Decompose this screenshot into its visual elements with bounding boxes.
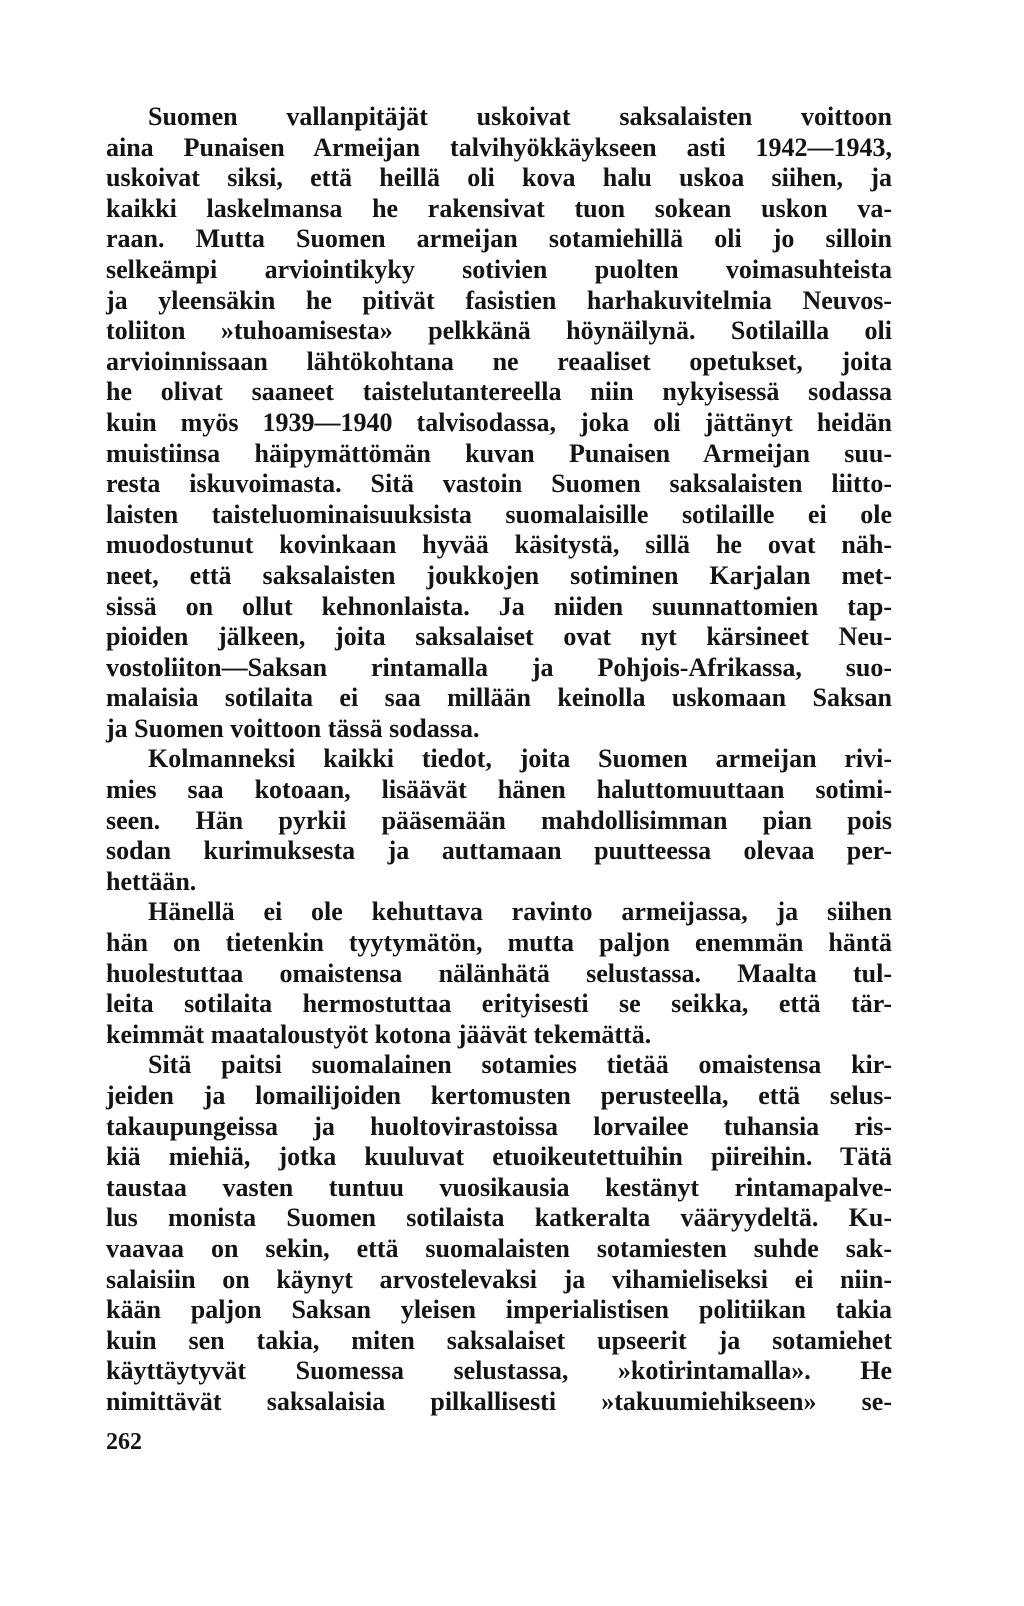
text-line: laisten taisteluominaisuuksista suomalaisille sotilaille ei ole <box>106 499 892 529</box>
text-line: resta iskuvoimasta. Sitä vastoin Suomen saksalaisten liitto- <box>106 469 892 499</box>
text-line: salaisiin on käynyt arvostelevaksi ja vihamieliseksi ei niin- <box>106 1264 892 1294</box>
text-line: kuin myös 1939—1940 talvisodassa, joka oli jättänyt heidän <box>106 407 892 437</box>
paragraph <box>106 744 892 897</box>
text-line: kuin sen takia, miten saksalaiset upseerit ja sotamiehet <box>106 1325 892 1355</box>
text-line: huolestuttaa omaistensa nälänhätä selustassa. Maalta tul- <box>106 958 892 988</box>
paragraph <box>106 1050 892 1417</box>
text-line: Hänellä ei ole kehuttava ravinto armeijassa, ja siihen <box>148 897 892 927</box>
text-line: lus monista Suomen sotilaista katkeralta vääryydeltä. Ku- <box>106 1203 892 1233</box>
text-line: vaavaa on sekin, että suomalaisten sotamiesten suhde sak- <box>106 1233 892 1263</box>
text-line: vostoliiton—Saksan rintamalla ja Pohjois-Afrikassa, suo- <box>106 652 892 682</box>
text-line: sodan kurimuksesta ja auttamaan puutteessa olevaa per- <box>106 836 892 866</box>
text-line: pioiden jälkeen, joita saksalaiset ovat nyt kärsineet Neu- <box>106 622 892 652</box>
text-line: arvioinnissaan lähtökohtana ne reaaliset opetukset, joita <box>106 346 892 376</box>
text-line: takaupungeissa ja huoltovirastoissa lorvailee tuhansia ris- <box>106 1111 892 1141</box>
text-line: kaikki laskelmansa he rakensivat tuon sokean uskon va- <box>106 193 892 223</box>
paragraph <box>106 897 892 1050</box>
text-line: Sitä paitsi suomalainen sotamies tietää omaistensa kir- <box>148 1050 892 1080</box>
text-line: taustaa vasten tuntuu vuosikausia kestänyt rintamapalve- <box>106 1172 892 1202</box>
text-line: leita sotilaita hermostuttaa erityisesti se seikka, että tär- <box>106 989 892 1019</box>
text-line: raan. Mutta Suomen armeijan sotamiehillä oli jo silloin <box>106 224 892 254</box>
text-line: mies saa kotoaan, lisäävät hänen haluttomuuttaan sotimi- <box>106 775 892 805</box>
paragraph <box>106 102 892 744</box>
text-line: jeiden ja lomailijoiden kertomusten perusteella, että selus- <box>106 1081 892 1110</box>
text-line: neet, että saksalaisten joukkojen sotiminen Karjalan met- <box>106 560 892 590</box>
text-line: muistiinsa häipymättömän kuvan Punaisen Armeijan suu- <box>106 438 892 468</box>
text-line: ja yleensäkin he pitivät fasistien harhakuvitelmia Neuvos- <box>106 285 892 315</box>
text-line: sissä on ollut kehnonlaista. Ja niiden suunnattomien tap- <box>106 591 892 621</box>
text-line: uskoivat siksi, että heillä oli kova halu uskoa siihen, ja <box>106 163 892 193</box>
text-line: selkeämpi arviointikyky sotivien puolten voimasuhteista <box>106 254 892 284</box>
text-line: Suomen vallanpitäjät uskoivat saksalaisten voittoon <box>148 102 892 131</box>
text-line: seen. Hän pyrkii pääsemään mahdollisimman pian pois <box>106 805 892 835</box>
text-line: he olivat saaneet taistelutantereella niin nykyisessä sodassa <box>106 377 892 407</box>
text-line: malaisia sotilaita ei saa millään keinolla uskomaan Saksan <box>106 683 892 713</box>
text-line: aina Punaisen Armeijan talvihyökkäykseen asti 1942—1943, <box>106 132 892 162</box>
text-line: hän on tietenkin tyytymätön, mutta paljon enemmän häntä <box>106 928 892 958</box>
page-number: 262 <box>106 1429 142 1455</box>
text-line: toliiton »tuhoamisesta» pelkkänä höynäilynä. Sotilailla oli <box>106 316 892 346</box>
text-line: nimittävät saksalaisia pilkallisesti »takuumiehikseen» se- <box>106 1386 892 1416</box>
text-line: kiä miehiä, jotka kuuluvat etuoikeutettuihin piireihin. Tätä <box>106 1142 892 1172</box>
text-line: hettään. <box>106 866 197 896</box>
text-line: Kolmanneksi kaikki tiedot, joita Suomen armeijan rivi- <box>148 744 892 774</box>
body-text <box>106 102 892 1418</box>
text-line: ja Suomen voittoon tässä sodassa. <box>106 713 480 743</box>
text-line: muodostunut kovinkaan hyvää käsitystä, sillä he ovat näh- <box>106 530 892 560</box>
text-line: kään paljon Saksan yleisen imperialistisen politiikan takia <box>106 1295 892 1325</box>
text-line: käyttäytyvät Suomessa selustassa, »kotirintamalla». He <box>106 1356 892 1386</box>
text-line: keimmät maataloustyöt kotona jäävät tekemättä. <box>106 1019 652 1049</box>
